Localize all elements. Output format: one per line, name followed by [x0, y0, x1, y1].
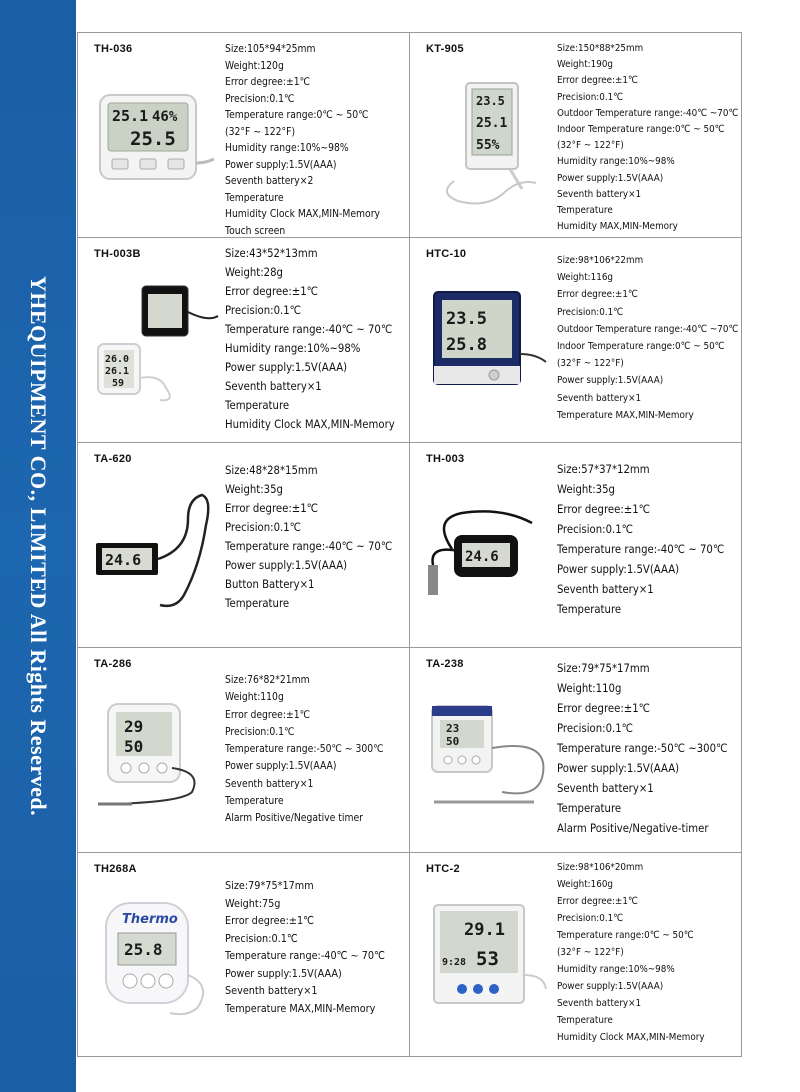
spec-item: Humidity Clock MAX,MIN-Memory: [225, 417, 395, 431]
spec-item: Precision:0.1℃: [557, 721, 634, 735]
spec-item: Temperature MAX,MIN-Memory: [557, 409, 694, 421]
spec-item: Weight:120g: [225, 59, 284, 72]
spec-item: Power supply:1.5V(AAA): [225, 558, 348, 572]
spec-list: [225, 41, 380, 238]
spec-item: Power supply:1.5V(AAA): [225, 158, 337, 171]
spec-item: Seventh battery×1: [557, 781, 654, 795]
product-image-th268a: [92, 895, 220, 1025]
spec-item: Seventh battery×1: [557, 998, 642, 1009]
spec-item: Power supply:1.5V(AAA): [557, 172, 664, 184]
spec-item: Power supply:1.5V(AAA): [225, 760, 337, 773]
product-card-th268a: [78, 853, 410, 1057]
spec-item: Weight:28g: [225, 265, 283, 279]
spec-item: Power supply:1.5V(AAA): [557, 562, 680, 576]
spec-item: Seventh battery×1: [557, 392, 642, 404]
spec-item: Weight:75g: [225, 896, 281, 910]
lcd-line1: 29: [124, 717, 144, 736]
lcd-line2: 46%: [152, 109, 178, 125]
spec-item: Humidity Clock MAX,MIN-Memory: [557, 1032, 705, 1043]
lcd-line3: 9:28: [442, 957, 467, 968]
brand-logo: Thermo: [122, 912, 178, 927]
model-name: TA-620: [94, 453, 132, 465]
spec-list: [557, 459, 724, 619]
spec-item: Temperature range:0℃ ~ 50℃: [225, 109, 369, 121]
spec-item: Humidity range:10%~98%: [225, 341, 361, 355]
spec-item: Seventh battery×1: [557, 582, 654, 596]
lcd-line2: 25.1: [476, 116, 508, 131]
product-card-ta-620: [78, 443, 410, 648]
spec-item: Error degree:±1℃: [557, 502, 651, 516]
spec-item: Size:79*75*17mm: [225, 879, 314, 892]
spec-list: [557, 859, 705, 1046]
spec-list: [557, 658, 727, 838]
product-image-th-003: [424, 495, 552, 615]
model-name: KT-905: [426, 43, 464, 55]
spec-item: Alarm Positive/Negative timer: [225, 812, 363, 825]
spec-item: Power supply:1.5V(AAA): [557, 761, 680, 775]
spec-item: Temperature range:-40℃ ~ 70℃: [557, 542, 725, 556]
model-name: HTC-2: [426, 863, 460, 875]
spec-item: Precision:0.1℃: [557, 522, 634, 536]
spec-list: [557, 41, 738, 235]
lcd-line2: 50: [124, 737, 144, 756]
spec-item: Temperature: [557, 602, 622, 616]
spec-item: Temperature: [557, 801, 622, 815]
spec-item: Power supply:1.5V(AAA): [225, 966, 342, 980]
spec-item: (32°F ~ 122°F): [557, 140, 624, 152]
lcd-line3: 59: [112, 378, 125, 389]
spec-item: Precision:0.1℃: [225, 92, 295, 105]
product-image-ta-286: [92, 698, 220, 818]
spec-item: Error degree:±1℃: [225, 76, 310, 88]
spec-item: Size:98*106*22mm: [557, 255, 644, 266]
spec-item: Precision:0.1℃: [557, 91, 624, 103]
product-image-ta-238: [424, 698, 552, 828]
spec-item: Alarm Positive/Negative-timer: [557, 821, 709, 835]
lcd-line3: 55%: [476, 138, 500, 153]
spec-item: Temperature range:-50℃ ~300℃: [557, 741, 728, 755]
spec-item: Seventh battery×1: [225, 984, 318, 997]
spec-list: [225, 877, 385, 1017]
spec-item: Power supply:1.5V(AAA): [557, 981, 664, 992]
lcd-line1: 23: [446, 722, 460, 735]
spec-item: Temperature: [225, 191, 284, 204]
spec-item: Humidity MAX,MIN-Memory: [557, 221, 678, 233]
spec-item: Humidity Clock MAX,MIN-Memory: [225, 208, 380, 220]
spec-item: Error degree:±1℃: [225, 914, 315, 927]
spec-item: Temperature: [557, 205, 613, 217]
spec-item: Seventh battery×1: [557, 188, 642, 200]
spec-item: Weight:160g: [557, 879, 614, 890]
spec-item: Temperature: [225, 795, 284, 808]
spec-item: Weight:35g: [225, 482, 283, 496]
product-image-kt-905: [424, 77, 552, 207]
spec-list: [225, 244, 395, 434]
spec-item: Precision:0.1℃: [225, 303, 302, 317]
lcd-line1: 25.1: [112, 107, 149, 125]
model-name: TH-036: [94, 43, 133, 55]
spec-item: Precision:0.1℃: [557, 913, 624, 924]
lcd-line1: 23.5: [476, 94, 505, 108]
product-card-th-003: [410, 443, 742, 648]
lcd-line1: 24.6: [105, 551, 142, 569]
spec-item: Seventh battery×1: [225, 777, 314, 790]
spec-item: Outdoor Temperature range:-40℃ ~70℃: [557, 323, 739, 335]
spec-item: Temperature range:-40℃ ~ 70℃: [225, 322, 393, 336]
spec-item: Size:98*106*20mm: [557, 862, 644, 873]
lcd-line1: 23.5: [446, 309, 487, 329]
spec-list: [225, 461, 392, 613]
spec-item: Precision:0.1℃: [225, 725, 295, 738]
product-card-th-003b: [78, 238, 410, 443]
model-name: TH-003B: [94, 248, 141, 260]
spec-item: (32°F ~ 122°F): [557, 358, 624, 370]
product-card-kt-905: [410, 33, 742, 238]
product-image-ta-620: [92, 493, 220, 623]
product-image-htc-2: [424, 895, 552, 1025]
spec-item: Indoor Temperature range:0℃ ~ 50℃: [557, 341, 725, 353]
spec-item: Seventh battery×1: [225, 379, 322, 393]
spec-item: Temperature range:-40℃ ~ 70℃: [225, 949, 385, 962]
spec-item: Seventh battery×2: [225, 175, 314, 187]
spec-item: (32°F ~ 122°F): [557, 947, 624, 958]
model-name: TA-286: [94, 658, 132, 670]
lcd-line3: 25.5: [130, 128, 176, 150]
spec-item: Error degree:±1℃: [557, 75, 638, 87]
spec-item: Temperature range:0℃ ~ 50℃: [557, 930, 694, 941]
product-card-htc-2: [410, 853, 742, 1057]
lcd-line2: 50: [446, 735, 460, 748]
lcd-line1: 25.8: [124, 940, 163, 959]
lcd-line2: 26.1: [105, 366, 130, 377]
spec-item: Size:76*82*21mm: [225, 674, 310, 686]
lcd-line2: 25.8: [446, 335, 487, 355]
spec-item: Button Battery×1: [225, 577, 315, 591]
spec-item: Outdoor Temperature range:-40℃ ~70℃: [557, 107, 739, 119]
spec-item: Error degree:±1℃: [557, 896, 638, 907]
model-name: TH-003: [426, 453, 465, 465]
spec-item: Precision:0.1℃: [557, 306, 624, 318]
spec-item: Power supply:1.5V(AAA): [557, 375, 664, 387]
sidebar-band: [0, 0, 76, 1092]
spec-item: Error degree:±1℃: [225, 708, 310, 721]
spec-item: Humidity range:10%~98%: [225, 142, 349, 154]
product-image-th-003b: [92, 282, 220, 412]
spec-item: Size:79*75*17mm: [557, 661, 650, 675]
product-card-th-036: [78, 33, 410, 238]
spec-item: Temperature: [225, 398, 290, 412]
spec-list: [225, 672, 384, 828]
spec-item: Temperature: [225, 596, 290, 610]
spec-item: Size:105*94*25mm: [225, 43, 316, 55]
spec-item: Size:57*37*12mm: [557, 462, 650, 476]
company-copyright: YHEQUIPMENT CO., LIMITED All Rights Reserved.: [26, 275, 51, 817]
spec-item: Weight:35g: [557, 482, 615, 496]
model-name: HTC-10: [426, 248, 467, 260]
lcd-line2: 53: [476, 948, 499, 970]
spec-item: Weight:110g: [225, 691, 284, 704]
spec-item: Touch screen: [225, 224, 286, 237]
spec-item: Precision:0.1℃: [225, 931, 298, 945]
spec-item: Precision:0.1℃: [225, 520, 302, 534]
spec-item: Weight:190g: [557, 59, 614, 71]
lcd-line1: 24.6: [465, 549, 499, 565]
spec-item: Size:43*52*13mm: [225, 246, 318, 260]
spec-item: Power supply:1.5V(AAA): [225, 360, 348, 374]
spec-item: Humidity range:10%~98%: [557, 964, 675, 975]
spec-item: Error degree:±1℃: [557, 701, 651, 715]
spec-item: Size:48*28*15mm: [225, 463, 318, 477]
product-card-htc-10: [410, 238, 742, 443]
model-name: TA-238: [426, 658, 464, 670]
product-card-ta-286: [78, 648, 410, 853]
spec-list: [557, 252, 738, 424]
spec-item: Weight:116g: [557, 272, 614, 284]
product-image-th-036: [92, 83, 220, 193]
product-card-ta-238: [410, 648, 742, 853]
spec-item: Error degree:±1℃: [225, 284, 319, 298]
spec-item: Temperature: [557, 1015, 613, 1026]
spec-item: Temperature range:-50℃ ~ 300℃: [225, 743, 384, 756]
product-grid: [77, 32, 742, 1057]
spec-item: Temperature MAX,MIN-Memory: [225, 1001, 376, 1015]
lcd-line1: 29.1: [464, 920, 505, 940]
spec-item: Error degree:±1℃: [557, 289, 638, 301]
spec-item: Temperature range:-40℃ ~ 70℃: [225, 539, 393, 553]
spec-item: Error degree:±1℃: [225, 501, 319, 515]
spec-item: Weight:110g: [557, 681, 622, 695]
spec-item: Humidity range:10%~98%: [557, 156, 675, 168]
spec-item: (32°F ~ 122°F): [225, 125, 296, 138]
lcd-line1: 26.0: [105, 354, 130, 365]
product-image-htc-10: [424, 284, 552, 404]
model-name: TH268A: [94, 863, 137, 875]
spec-item: Size:150*88*25mm: [557, 43, 644, 54]
spec-item: Indoor Temperature range:0℃ ~ 50℃: [557, 124, 725, 136]
